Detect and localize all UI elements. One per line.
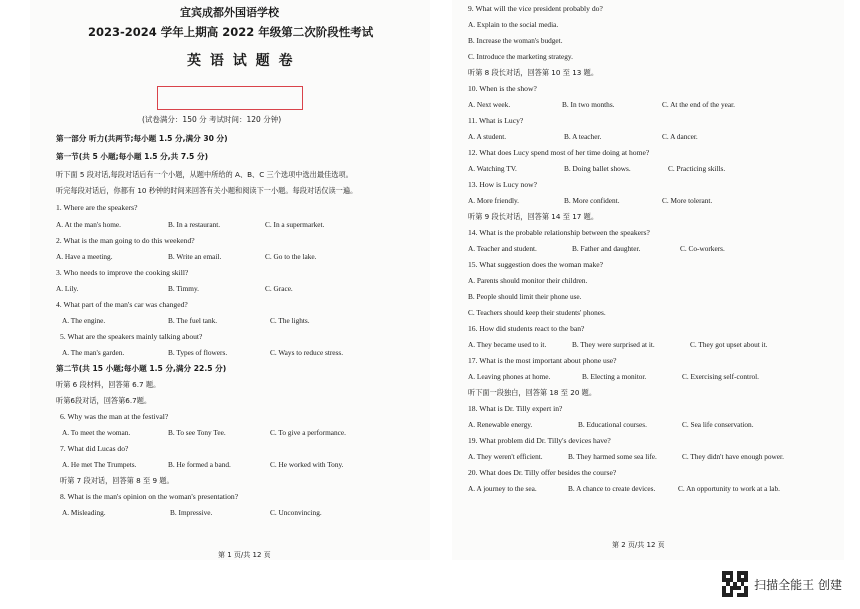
option-c: C. Exercising self-control. <box>682 372 760 381</box>
instruction-6: 听第 8 段长对话，回答第 10 至 13 题。 <box>468 68 599 77</box>
subject-title: 英 语 试 题 卷 <box>187 53 295 69</box>
section2-heading: 第二节(共 15 小题;每小题 1.5 分,满分 22.5 分) <box>56 364 227 373</box>
option-a: A. They weren't efficient. <box>468 452 543 461</box>
option-a: A. At the man's home. <box>56 220 121 229</box>
instruction-8: 听下面一段独白，回答第 18 至 20 题。 <box>468 388 597 397</box>
option-a: A. More friendly. <box>468 196 519 205</box>
option-a: A. Misleading. <box>62 508 106 517</box>
option-c: C. They didn't have enough power. <box>682 452 784 461</box>
option-c: C. Introduce the marketing strategy. <box>468 52 573 61</box>
question-stem: 13. How is Lucy now? <box>468 180 537 189</box>
school-name: 宜宾成都外国语学校 <box>180 6 279 19</box>
option-a: A. A student. <box>468 132 507 141</box>
option-b: B. Types of flowers. <box>168 348 228 357</box>
scanner-watermark <box>722 571 842 597</box>
option-b: B. More confident. <box>564 196 620 205</box>
option-b: B. A teacher. <box>564 132 602 141</box>
option-b: B. Educational courses. <box>578 420 647 429</box>
left-page <box>30 0 430 560</box>
question-stem: 9. What will the vice president probably do? <box>468 4 603 13</box>
section1-heading: 第一节(共 5 小题;每小题 1.5 分,共 7.5 分) <box>56 152 209 161</box>
option-a: A. Lily. <box>56 284 79 293</box>
option-b: B. Write an email. <box>168 252 222 261</box>
option-b: B. He formed a band. <box>168 460 231 469</box>
option-c: C. A dancer. <box>662 132 698 141</box>
exam-title: 2023-2024 学年上期高 2022 年级第二次阶段性考试 <box>88 25 374 39</box>
question-stem: 18. What is Dr. Tilly expert in? <box>468 404 563 413</box>
question-stem: 20. What does Dr. Tilly offer besides the course? <box>468 468 617 477</box>
option-c: C. Co-workers. <box>680 244 725 253</box>
option-a: A. Watching TV. <box>468 164 517 173</box>
option-a: A. Have a meeting. <box>56 252 113 261</box>
question-stem: 11. What is Lucy? <box>468 116 524 125</box>
page-footer: 第 2 页/共 12 页 <box>612 541 665 549</box>
option-b: B. Impressive. <box>170 508 213 517</box>
option-c: C. More tolerant. <box>662 196 713 205</box>
option-b: B. They were surprised at it. <box>572 340 655 349</box>
question-stem: 12. What does Lucy spend most of her time doing at home? <box>468 148 650 157</box>
option-c: C. Grace. <box>265 284 293 293</box>
option-a: A. Explain to the social media. <box>468 20 559 29</box>
option-a: A. He met The Trumpets. <box>62 460 137 469</box>
option-b: B. Electing a monitor. <box>582 372 647 381</box>
option-c: C. Sea life conservation. <box>682 420 754 429</box>
page-footer: 第 1 页/共 12 页 <box>218 551 271 559</box>
question-stem: 8. What is the man's opinion on the woman's presentation? <box>60 492 239 501</box>
option-a: A. Next week. <box>468 100 511 109</box>
question-stem: 6. Why was the man at the festival? <box>60 412 169 421</box>
option-a: A. Teacher and student. <box>468 244 537 253</box>
option-c: C. They got upset about it. <box>690 340 768 349</box>
question-stem: 5. What are the speakers mainly talking about? <box>60 332 203 341</box>
option-b: B. Increase the woman's budget. <box>468 36 563 45</box>
option-a: A. They became used to it. <box>468 340 547 349</box>
option-c: C. Ways to reduce stress. <box>270 348 344 357</box>
instruction-4: 听第6段对话，回答第6.7题。 <box>56 396 152 405</box>
option-a: A. To meet the woman. <box>62 428 131 437</box>
option-a: A. A journey to the sea. <box>468 484 537 493</box>
option-a: A. The engine. <box>62 316 106 325</box>
instruction-2: 听完每段对话后，你都有 10 秒钟的时间来回答有关小题和阅读下一小题。每段对话仅读一遍。 <box>56 186 358 195</box>
instruction-5: 听第 7 段对话，回答第 8 至 9 题。 <box>60 476 174 485</box>
option-b: B. In two months. <box>562 100 615 109</box>
question-stem: 17. What is the most important about phone use? <box>468 356 617 365</box>
qr-code-icon <box>722 571 748 597</box>
question-stem: 1. Where are the speakers? <box>56 203 138 212</box>
bottom-bar <box>0 560 860 609</box>
option-a: A. The man's garden. <box>62 348 125 357</box>
option-c: C. Practicing skills. <box>668 164 726 173</box>
option-c: C. In a supermarket. <box>265 220 325 229</box>
question-stem: 16. How did students react to the ban? <box>468 324 585 333</box>
option-c: C. Go to the lake. <box>265 252 317 261</box>
option-a: A. Renewable energy. <box>468 420 533 429</box>
watermark-text: 扫描全能王 创建 <box>754 577 842 592</box>
option-c: C. Unconvincing. <box>270 508 322 517</box>
option-b: B. To see Tony Tee. <box>168 428 226 437</box>
score-line: (试卷满分：150 分 考试时间：120 分钟) <box>142 115 282 124</box>
option-b: B. Timmy. <box>168 284 199 293</box>
question-stem: 14. What is the probable relationship between the speakers? <box>468 228 650 237</box>
option-b: B. Doing ballet shows. <box>564 164 631 173</box>
option-c: C. He worked with Tony. <box>270 460 344 469</box>
part1-heading: 第一部分 听力(共两节;每小题 1.5 分,满分 30 分) <box>56 134 228 143</box>
question-stem: 2. What is the man going to do this weekend? <box>56 236 195 245</box>
red-answer-box <box>157 86 303 110</box>
option-c: C. Teachers should keep their students' phones. <box>468 308 606 317</box>
option-a: A. Parents should monitor their children. <box>468 276 588 285</box>
instruction-1: 听下面 5 段对话,每段对话后有一个小题，从题中所给的 A、B、C 三个选项中选出最佳选项。 <box>56 170 353 179</box>
question-stem: 19. What problem did Dr. Tilly's devices have? <box>468 436 611 445</box>
option-b: B. A chance to create devices. <box>568 484 656 493</box>
option-b: B. In a restaurant. <box>168 220 221 229</box>
instruction-3: 听第 6 段材料，回答第 6.7 题。 <box>56 380 161 389</box>
question-stem: 3. Who needs to improve the cooking skill? <box>56 268 189 277</box>
option-c: C. At the end of the year. <box>662 100 735 109</box>
right-page <box>452 0 844 560</box>
instruction-7: 听第 9 段长对话，回答第 14 至 17 题。 <box>468 212 599 221</box>
option-b: B. Father and daughter. <box>572 244 641 253</box>
question-stem: 10. When is the show? <box>468 84 537 93</box>
option-b: B. The fuel tank. <box>168 316 218 325</box>
option-c: C. An opportunity to work at a lab. <box>678 484 780 493</box>
option-b: B. People should limit their phone use. <box>468 292 582 301</box>
question-stem: 15. What suggestion does the woman make? <box>468 260 604 269</box>
option-c: C. The lights. <box>270 316 310 325</box>
option-a: A. Leaving phones at home. <box>468 372 551 381</box>
question-stem: 4. What part of the man's car was changed? <box>56 300 188 309</box>
option-c: C. To give a performance. <box>270 428 346 437</box>
option-b: B. They harmed some sea life. <box>568 452 657 461</box>
question-stem: 7. What did Lucas do? <box>60 444 129 453</box>
